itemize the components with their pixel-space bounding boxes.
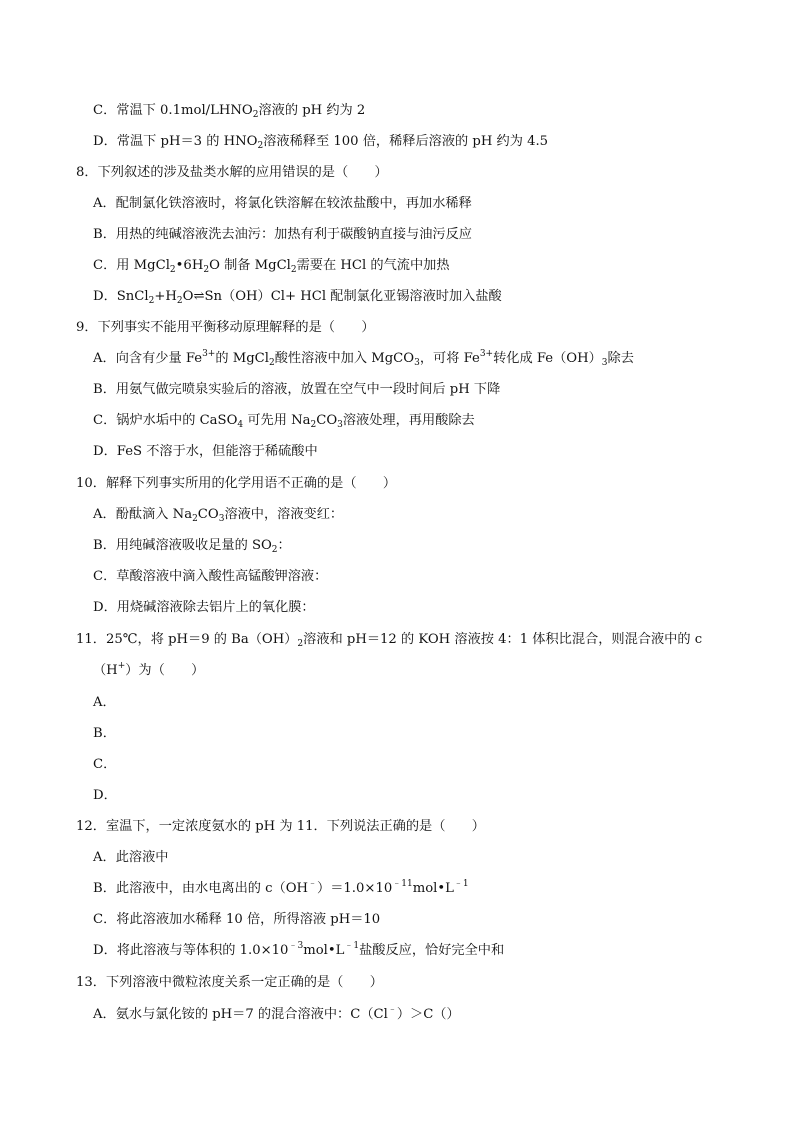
q10-option-b: B．用纯碱溶液吸收足量的 $SO_2$： [93,538,291,555]
q8-option-c: C．用 $MgCl_2•6H_2O$ 制备 MgCl$_2$需要在 HCl 的气流中加热 [93,258,450,275]
q7-option-d: D．常温下 pH＝3 的 $HNO_2$溶液稀释至 100 倍，稀释后溶液的 pH 约为 4.5 [93,134,549,151]
q10-option-a: A．酚酞滴入 $Na_2CO_3$溶液中，溶液变红： [93,507,344,524]
q10-option-d: D．用烧碱溶液除去铝片上的氧化膜： [93,600,315,615]
q7-option-c: C．常温下 $0.1mol/LHNO_2$溶液的 pH 约为 2 [93,103,366,120]
q12-option-a: A．此溶液中 [93,850,169,865]
q8-option-a: A．配制氯化铁溶液时，将氯化铁溶解在较浓盐酸中，再加水稀释 [93,196,472,211]
q13-option-a: A．氨水与氯化铵的 pH＝7 的混合溶液中：C（Cl﹣）＞C（） [93,1005,460,1022]
q8-option-b: B．用热的纯碱溶液洗去油污：加热有利于碳酸钠直接与油污反应 [93,227,472,242]
q10-option-c: C．草酸溶液中滴入酸性高锰酸钾溶液： [93,569,328,584]
q12-stem: 12．室温下，一定浓度氨水的 pH 为 11．下列说法正确的是（ ） [76,819,485,834]
q13-stem: 13．下列溶液中微粒浓度关系一定正确的是（ ） [76,975,383,990]
q11-option-c: C． [93,757,117,772]
q11-option-b: B． [93,726,116,741]
q12-option-d: D．将此溶液与等体积的 $1.0\times 10^{﹣3}mol•L^{﹣1}$盐酸反应，恰好完全中和 [93,941,505,958]
q9-option-c: C．锅炉水垢中的 CaSO$_4$ 可先用 $Na_2CO_3$溶液处理，再用酸除去 [93,413,475,430]
q8-option-d: D．$SnCl_2+H_2O\rightleftharpoons Sn(OH)Cl+$ HCl 配制氯化亚锡溶液时加入盐酸 [93,289,502,306]
q9-option-b: B．用氨气做完喷泉实验后的溶液，放置在空气中一段时间后 pH 下降 [93,382,501,397]
q8-stem: 8．下列叙述的涉及盐类水解的应用错误的是（ ） [76,165,388,180]
q9-option-d: D．FeS 不溶于水，但能溶于稀硫酸中 [93,444,318,459]
q9-stem: 9．下列事实不能用平衡移动原理解释的是（ ） [76,320,375,335]
q11-option-d: D． [93,788,117,803]
q10-stem: 10．解释下列事实所用的化学用语不正确的是（ ） [76,476,397,491]
q11-stem-continued: （H+）为（ ） [93,661,205,678]
q11-option-a: A． [93,695,116,710]
q9-option-a: A．向含有少量 $Fe^{3+}$的 MgCl$_2$酸性溶液中加入 MgCO$_3$，可将 $Fe^{3+}$转化成 $Fe(OH)_3$除去 [93,349,634,368]
q11-stem: 11．25℃，将 pH＝9 的 $Ba(OH)_2$溶液和 pH＝12 的 KOH 溶液按 4：1 体积比混合，则混合液中的 c [76,632,703,649]
q12-option-c: C．将此溶液加水稀释 10 倍，所得溶液 pH＝10 [93,912,381,927]
q12-option-b: B．此溶液中，由水电离出的 $c(OH^﹣)=1.0\times 10^{﹣11}mol•L^{﹣1}$ [93,879,469,896]
